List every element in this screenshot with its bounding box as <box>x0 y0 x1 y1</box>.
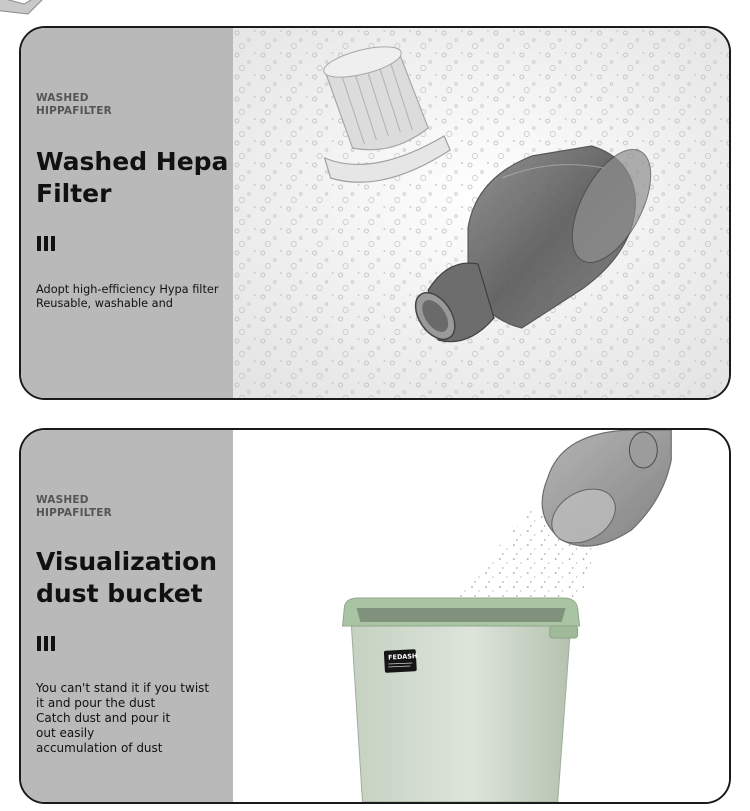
hepa-filter-image <box>233 28 729 398</box>
feature-eyebrow: WASHED HIPPAFILTER <box>36 92 112 117</box>
feature-description: You can't stand it if you twist it and pour the dust Catch dust and pour it out easily accumulation of dust <box>36 681 210 755</box>
feature-text-panel <box>21 430 233 802</box>
bars-icon <box>37 236 67 252</box>
brand-label: FEDASH <box>387 652 418 662</box>
feature-eyebrow: WASHED HIPPAFILTER <box>36 494 112 519</box>
bars-icon <box>37 636 67 652</box>
feature-description: Adopt high-efficiency Hypa filter Reusable, washable and <box>36 283 219 310</box>
corner-decoration <box>0 0 46 16</box>
trash-bin-shape <box>343 598 580 802</box>
dust-bucket-image <box>233 430 729 802</box>
feature-text-panel <box>21 28 233 398</box>
feature-title: Visualization dust bucket <box>36 547 218 608</box>
feature-card-hepa-filter <box>19 26 731 400</box>
feature-title: Washed Hepa Filter <box>36 147 229 208</box>
feature-card-dust-bucket <box>19 428 731 804</box>
